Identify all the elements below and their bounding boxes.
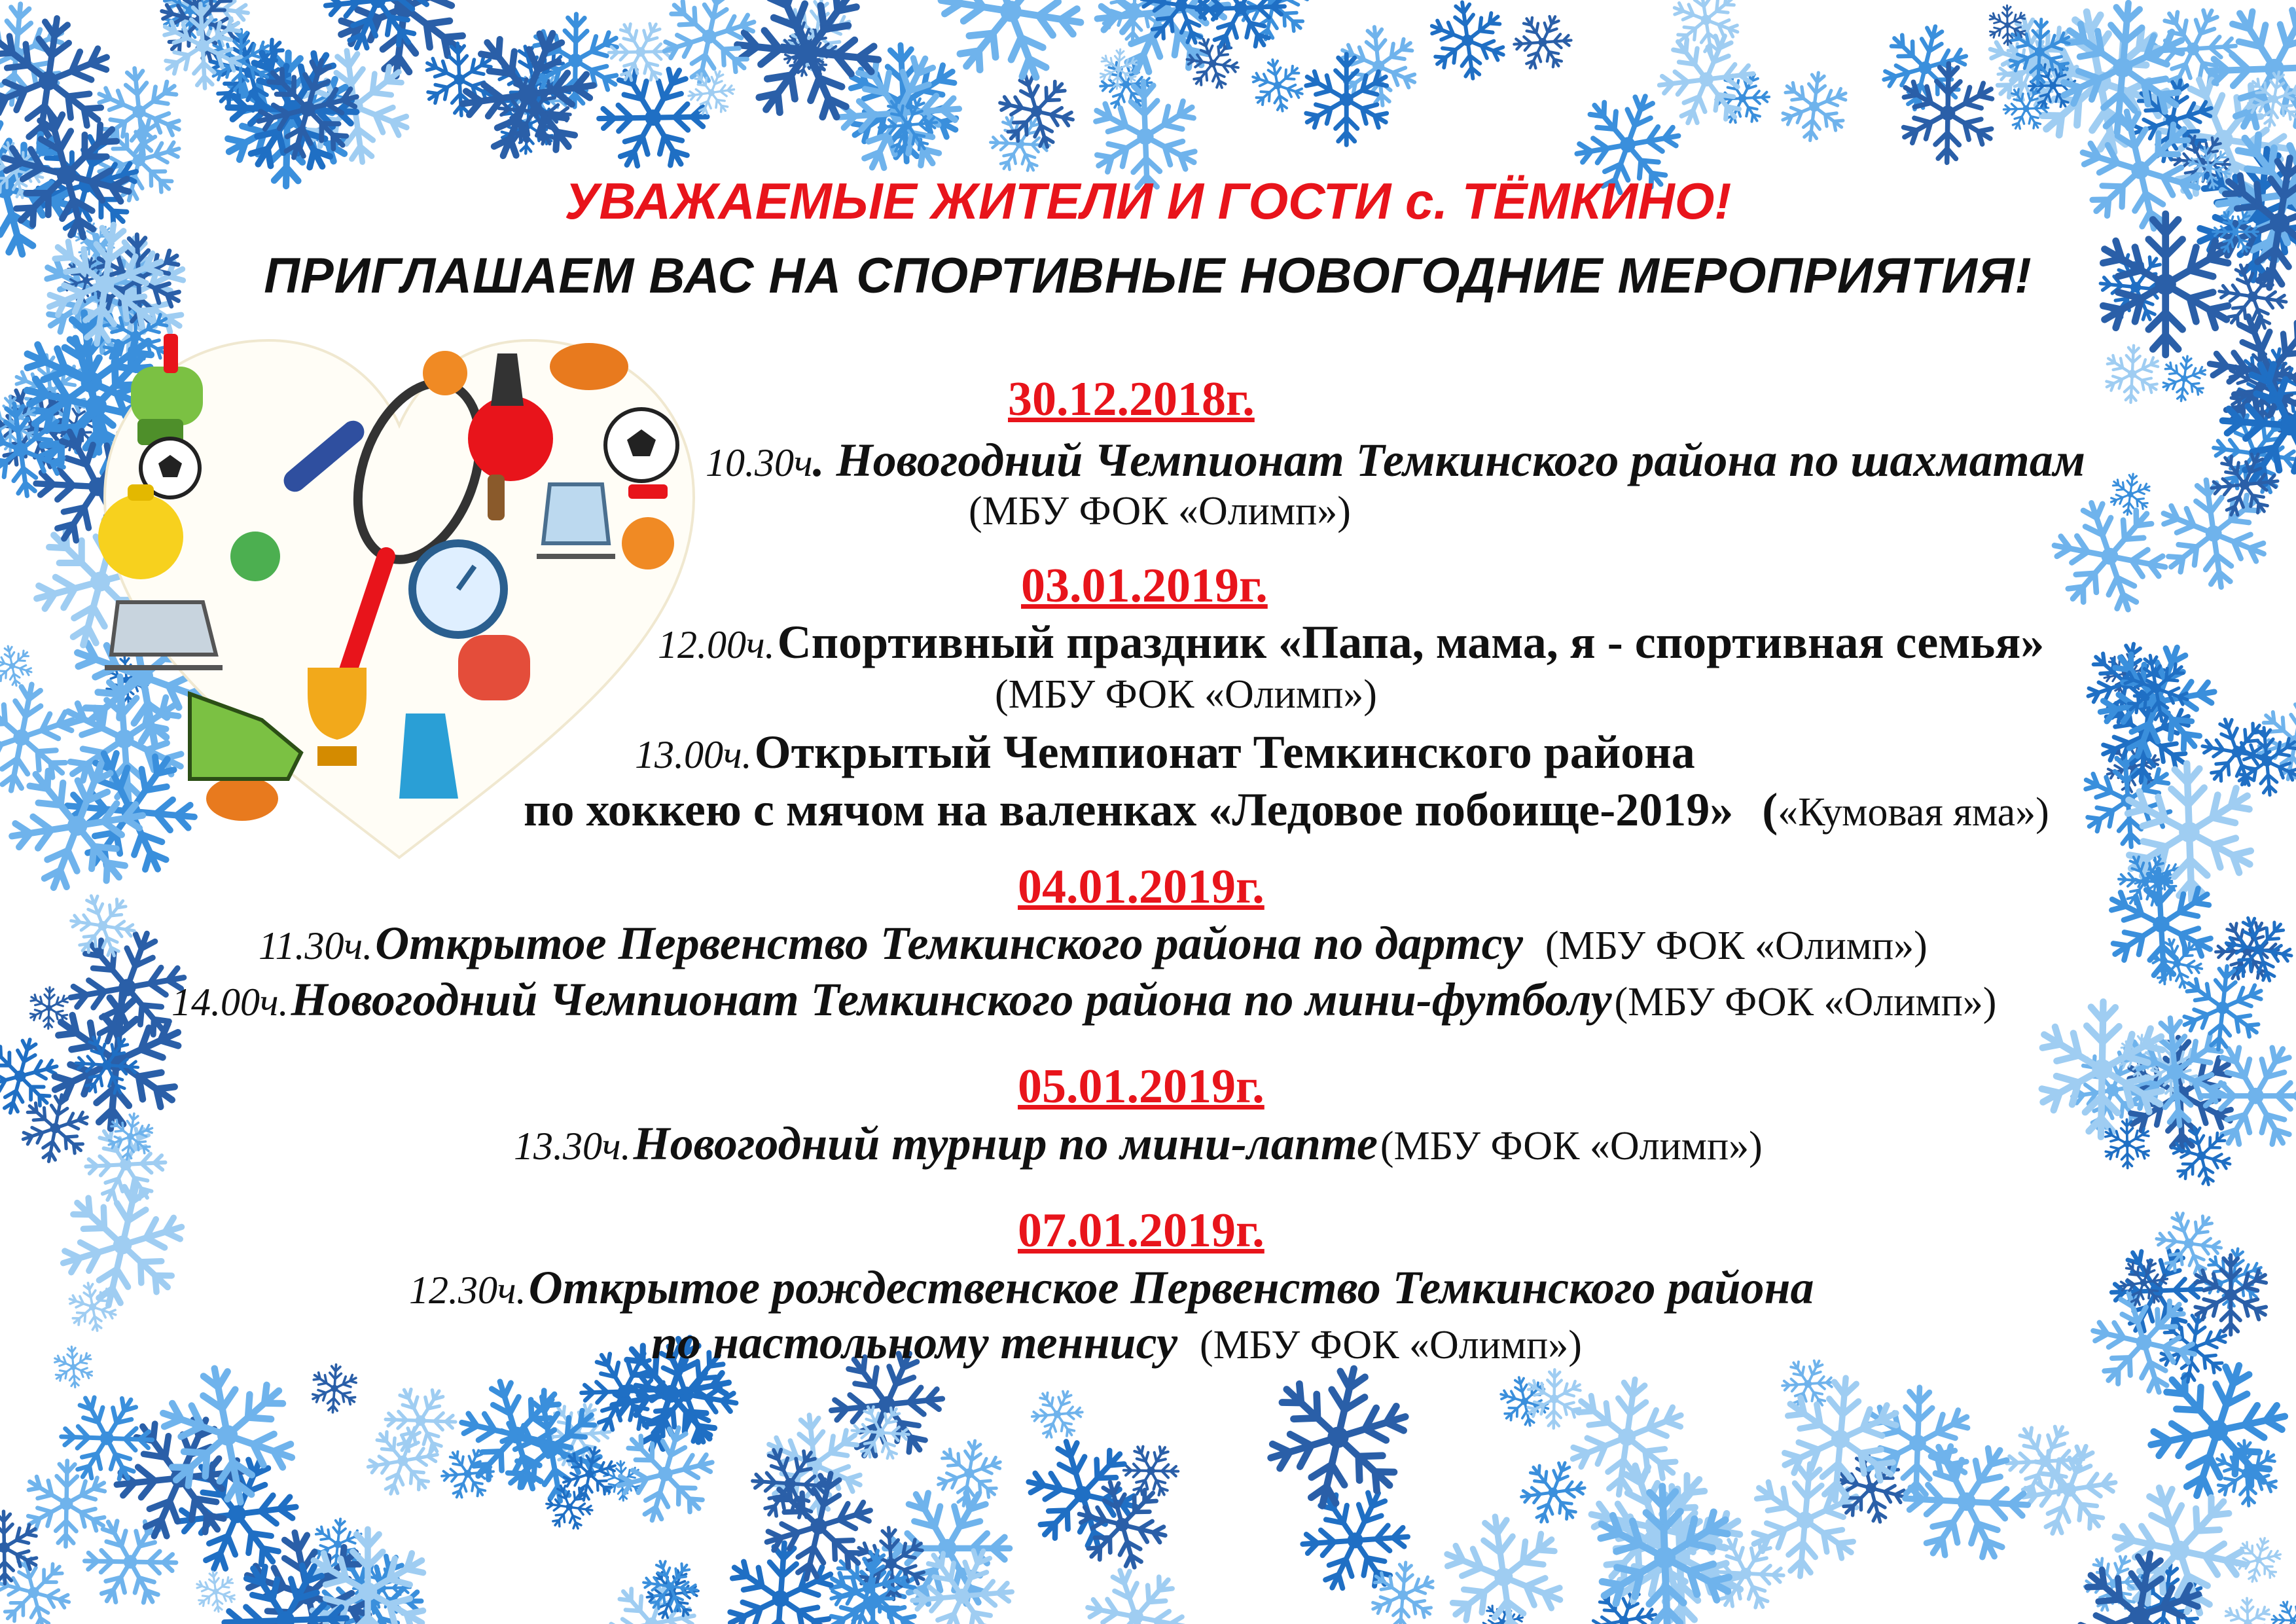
snowflake-icon: [1505, 5, 1581, 81]
snowflake-icon: [1368, 1560, 1439, 1624]
event-title: Открытое рождественское Первенство Темкинского района: [528, 1261, 1814, 1314]
greeting-heading: УВАЖАЕМЫЕ ЖИТЕЛИ И ГОСТИ с. ТЁМКИНО!: [564, 172, 1732, 230]
snowflake-icon: [1418, 1492, 1588, 1624]
snowflake-icon: [2108, 471, 2153, 518]
event-title-line2: по настольному теннису: [651, 1316, 1178, 1369]
soccer-ball-icon-2: [605, 409, 677, 481]
snowflake-icon: [722, 1540, 839, 1624]
event-title: . Новогодний Чемпионат Темкинского района по шахматам: [812, 434, 2086, 486]
event-time: 13.00ч.: [635, 733, 752, 776]
event-row: [171, 973, 1996, 1027]
snowflake-icon: [1525, 1369, 1584, 1429]
event-row: [635, 725, 1695, 780]
event-row: [658, 615, 2044, 670]
event-venue: (МБУ ФОК «Олимп»): [1614, 980, 1997, 1024]
stopwatch-icon: [412, 543, 504, 635]
snowflake-icon: [1882, 1417, 2051, 1586]
event-time: 10.30ч: [706, 441, 813, 484]
snowflake-icon: [44, 988, 189, 1134]
snowflake-icon: [2159, 353, 2210, 404]
event-time: 13.30ч.: [514, 1125, 631, 1168]
snowflake-icon: [682, 63, 741, 122]
event-title: Открытый Чемпионат Темкинского района: [754, 726, 1695, 778]
date-heading: 04.01.2019г.: [1018, 860, 1265, 914]
event-venue: «Кумовая яма»): [1778, 790, 2049, 835]
date-heading: 30.12.2018г.: [1008, 372, 1255, 426]
snowflake-icon: [2031, 477, 2189, 635]
event-title: Новогодний Чемпионат Темкинского района по мини-футболу: [291, 973, 1612, 1026]
event-time: 12.00ч.: [658, 623, 775, 666]
snowflake-icon: [1898, 63, 1998, 164]
snowflake-icon: [1024, 1381, 1090, 1448]
invitation-heading: ПРИГЛАШАЕМ ВАС НА СПОРТИВНЫЕ НОВОГОДНИЕ МЕРОПРИЯТИЯ!: [264, 248, 2032, 304]
event-row: [514, 1117, 1763, 1171]
boxing-glove-icon-2: [458, 635, 530, 700]
snowflake-icon: [2103, 344, 2162, 405]
event-venue: (МБУ ФОК «Олимп»): [1200, 1323, 1582, 1367]
snowflake-icon: [1774, 1350, 1842, 1418]
event-title: Спортивный праздник «Папа, мама, я - спортивная семья»: [777, 616, 2045, 668]
event-venue: (МБУ ФОК «Олимп»): [1545, 924, 1928, 968]
date-heading: 03.01.2019г.: [1021, 559, 1268, 613]
snowflake-icon: [1414, 0, 1521, 94]
snowflake-icon: [309, 1363, 359, 1414]
event-row-continued: по хоккею с мячом на валенках «Ледовое побоище-2019» («Кумовая яма»): [524, 784, 2049, 836]
event-venue: (МБУ ФОК «Олимп»): [1380, 1124, 1763, 1168]
event-title-line2: по хоккею с мячом на валенках «Ледовое побоище-2019»: [524, 784, 1734, 836]
snowflake-icon: [2178, 962, 2269, 1054]
event-row-continued: [651, 1316, 1582, 1370]
snowflake-icon: [2034, 1001, 2170, 1138]
event-venue: (МБУ ФОК «Олимп»): [995, 672, 1377, 717]
snowflake-icon: [187, 1563, 244, 1619]
event-venue: (МБУ ФОК «Олимп»): [969, 489, 1351, 533]
snowflake-icon: [358, 1416, 447, 1506]
date-heading: 07.01.2019г.: [1018, 1204, 1265, 1257]
event-title: Новогодний турнир по мини-лапте: [633, 1117, 1378, 1170]
event-title: Открытое Первенство Темкинского района по дартсу: [375, 917, 1523, 969]
date-heading: 05.01.2019г.: [1018, 1060, 1265, 1113]
snowflake-icon: [1659, 0, 1753, 67]
snowflake-icon: [2264, 1592, 2296, 1624]
event-row: [259, 916, 1928, 971]
event-row: [706, 433, 2085, 488]
snowflake-icon: [45, 1339, 102, 1395]
event-time: 11.30ч.: [259, 924, 373, 967]
snowflake-icon: [1777, 69, 1852, 145]
snowflake-icon: [24, 1460, 109, 1547]
snowflake-icon: [442, 9, 613, 181]
event-time: 12.30ч.: [409, 1269, 526, 1312]
bowling-ball-icon: [230, 532, 280, 581]
snowflake-icon: [16, 1089, 94, 1168]
snowflake-icon: [1241, 49, 1314, 122]
event-row: [409, 1261, 1814, 1315]
event-time: 14.00ч.: [171, 981, 289, 1024]
